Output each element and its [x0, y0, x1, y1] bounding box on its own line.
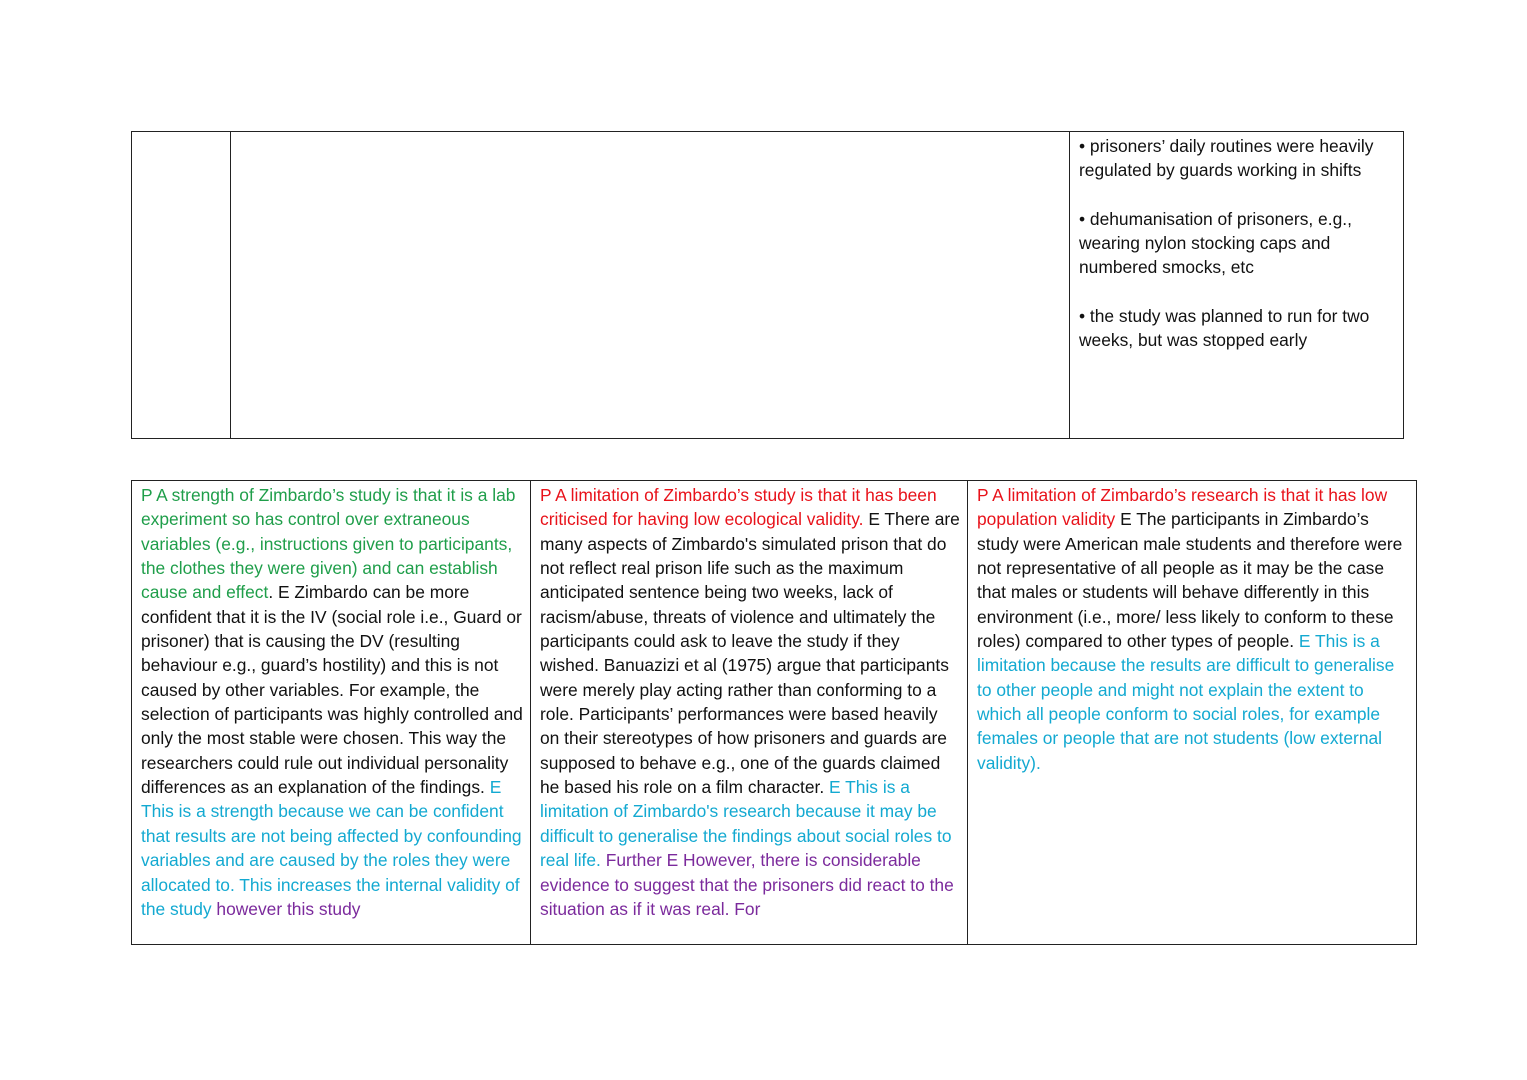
bullet-duration: • the study was planned to run for two weeks, but was stopped early: [1079, 306, 1370, 351]
strength-point: P A strength of Zimbardo’s study is that it is a lab experiment so has control over extraneous variables (e.g., instructions given to participants, the clothes they were given) and can establish cause and effect: [141, 485, 516, 603]
strength-further: however this study: [211, 898, 361, 919]
evaluation-table: [131, 480, 1417, 945]
ecological-further: Further E However, there is considerable evidence to suggest that the prisoners did react to the situation as if it was real. For: [540, 850, 954, 919]
strength-evidence: . E Zimbardo can be more confident that it is the IV (social role i.e., Guard or prisoner) that is causing the DV (resulting behaviour e.g., guard’s hostility) and this is not caused by other variables. For example, the selection of participants was highly controlled and only the most stable were chosen. This way the researchers could rule out individual personality differences as an explanation of the findings.: [141, 582, 523, 798]
strength-explain: E This is a strength because we can be confident that results are not being affected by confounding variables and are caused by the roles they were allocated to. This increases the internal validity of the study: [141, 777, 522, 919]
bullet-routines: • prisoners’ daily routines were heavily regulated by guards working in shifts: [1079, 136, 1374, 181]
ecological-explain: E This is a limitation of Zimbardo's research because it may be difficult to generalise the findings about social roles to real life.: [540, 777, 952, 871]
population-point: P A limitation of Zimbardo’s research is that it has low population validity: [977, 485, 1388, 530]
population-explain: E This is a limitation because the results are difficult to generalise to other people and might not explain the extent to which all people conform to social roles, for example females or people that are not students (low external validity).: [977, 631, 1395, 773]
ecological-point: P A limitation of Zimbardo’s study is that it has been criticised for having low ecological validity.: [540, 485, 937, 530]
ecological-evidence: E There are many aspects of Zimbardo's simulated prison that do not reflect real prison life such as the maximum anticipated sentence being two weeks, lack of racism/abuse, threats of violence and ultimately the participants could ask to leave the study if they wished. Banuazizi et al (1975) argue that participants were merely play acting rather than conforming to a role. Participants’ performances were based heavily on their stereotypes of how prisoners and guards are supposed to behave e.g., one of the guards claimed he based his role on a film character.: [540, 509, 960, 798]
top-table-empty-cell-1: [132, 132, 231, 438]
top-table: [131, 131, 1404, 439]
population-limitation-cell: [968, 481, 1416, 944]
population-evidence: E The participants in Zimbardo’s study were American male students and therefore were not representative of all people as it may be the case that males or students will behave differently in this environment (i.e., more/ less likely to conform to these roles) compared to other types of people.: [977, 509, 1403, 652]
bullet-dehumanisation: • dehumanisation of prisoners, e.g., wearing nylon stocking caps and numbered smocks, etc: [1079, 208, 1352, 278]
top-table-empty-cell-2: [231, 132, 1070, 438]
strength-cell: [132, 481, 531, 944]
top-table-bullets-cell: [1070, 132, 1403, 438]
ecological-limitation-cell: [531, 481, 968, 944]
